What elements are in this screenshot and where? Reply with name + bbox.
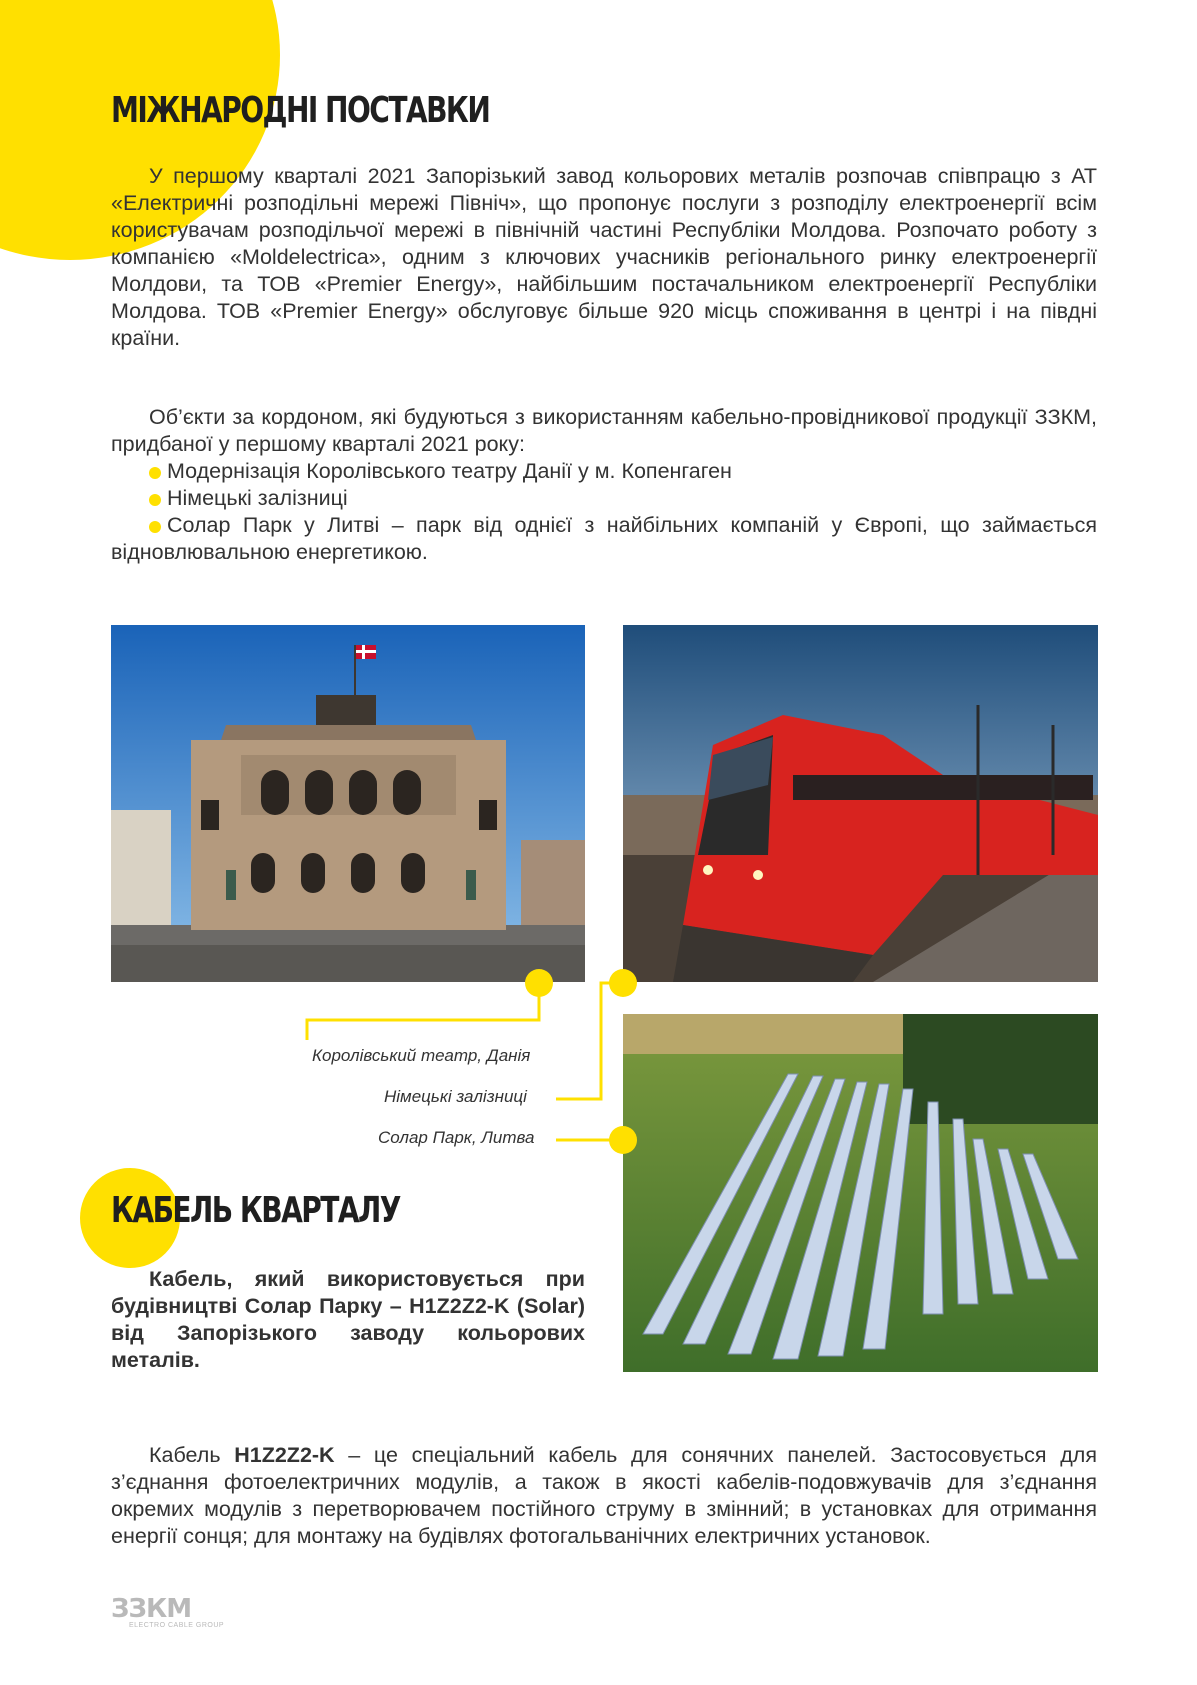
section-heading-international: МІЖНАРОДНІ ПОСТАВКИ bbox=[111, 90, 490, 131]
company-logo: ЗЗКМ ELECTRO CABLE GROUP bbox=[111, 1594, 225, 1629]
bullet-dot-icon bbox=[149, 467, 161, 479]
caption-solar-park: Солар Парк, Литва bbox=[378, 1128, 535, 1147]
bullet-dot-icon bbox=[149, 521, 161, 533]
section-heading-cable-of-quarter: КАБЕЛЬ КВАРТАЛУ bbox=[111, 1190, 400, 1231]
paragraph-moldova-cooperation: У першому кварталі 2021 Запорізький завод кольорових металів розпочав співпрацю з АТ «Електричні розподільні мережі Північ», що пропонує послуги з розподілу електроенергії всім користувачам розподільчої мережі в північній частині Республіки Молдова. Розпочато роботу з компанією «Moldelectrica», одним з ключових учасників регіонального ринку електроенергії Молдови, та ТОВ «Premier Energy», найбільшим постачальником електроенергії Республіки Молдова. ТОВ «Premier Energy» обслуговує більше 920 місць споживання в центрі і на півдні країни. bbox=[111, 164, 1097, 350]
list-item: Німецькі залізниці bbox=[111, 485, 1097, 512]
cable-model-name: H1Z2Z2-K bbox=[234, 1443, 335, 1467]
list-item: Солар Парк у Литві – парк від однієї з найбільних компаній у Європі, що займається відновлювальною енергетикою. bbox=[111, 513, 1097, 564]
list-item: Модернізація Королівського театру Данії у м. Копенгаген bbox=[111, 458, 1097, 485]
photo-solar-park bbox=[623, 1014, 1098, 1372]
photo-german-train bbox=[623, 625, 1098, 982]
photo-royal-theatre bbox=[111, 625, 585, 982]
paragraph-foreign-objects: Об’єкти за кордоном, які будуються з використанням кабельно-провідникової продукції ЗЗКМ, придбаної у першому кварталі 2021 року: bbox=[111, 405, 1097, 456]
foreign-objects-list bbox=[111, 458, 1097, 566]
caption-german-railways: Німецькі залізниці bbox=[384, 1087, 527, 1106]
paragraph-cable-description: Кабель H1Z2Z2-K – це спеціальний кабель для сонячних панелей. Застосовується для з’єднання фотоелектричних модулів, а також в якості кабелів-подовжувачів для з’єднання окремих модулів з перетворювачем постійного струму в змінний; в установках для отримання енергії сонця; для монтажу на будівлях фотогальванічних електричних установок. bbox=[111, 1443, 1097, 1548]
cable-lead-text: Кабель, який використовується при будівництві Солар Парку – H1Z2Z2-K (Solar) від Запорізького заводу кольорових металів. bbox=[111, 1267, 585, 1372]
bullet-dot-icon bbox=[149, 494, 161, 506]
caption-royal-theatre: Королівський театр, Данія bbox=[312, 1046, 531, 1065]
